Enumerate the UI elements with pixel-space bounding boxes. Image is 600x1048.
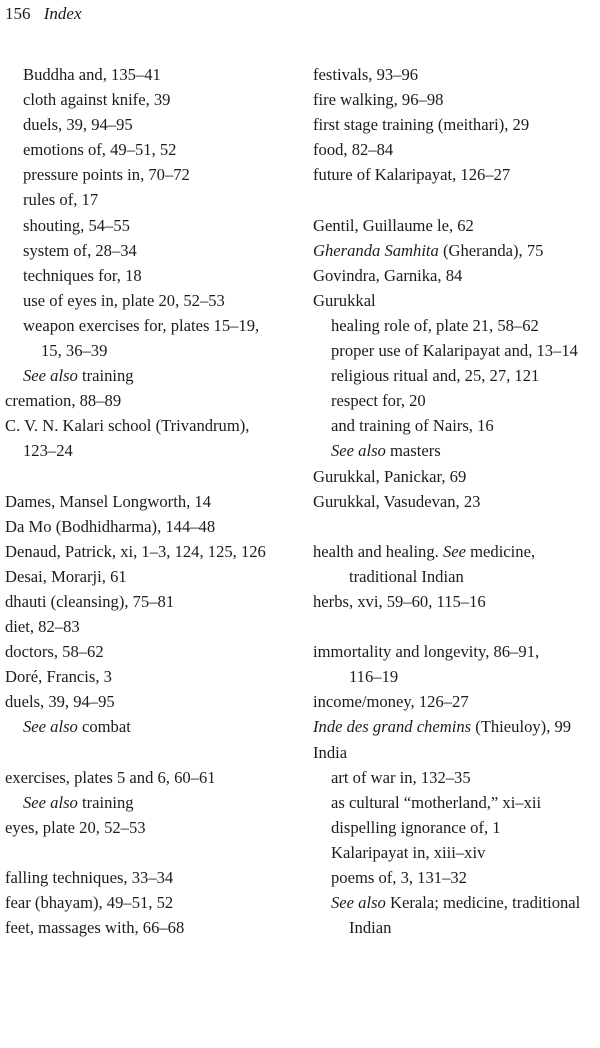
index-text: weapon exercises for, plates 15–19,: [23, 315, 260, 335]
index-text: Buddha and, 135–41: [23, 65, 161, 84]
index-text: as cultural “motherland,” xi–xii: [331, 792, 542, 812]
index-text: 123–24: [23, 441, 73, 461]
index-subentry: [313, 413, 600, 438]
index-text: doctors, 58–62: [5, 642, 104, 662]
index-continuation: [313, 664, 600, 689]
index-subentry: [5, 288, 305, 313]
index-subentry: [313, 363, 600, 388]
index-italic-text: See: [442, 541, 466, 561]
index-subentry: [5, 137, 305, 162]
index-text: income/money, 126–27: [313, 692, 469, 712]
index-text: (Thieuloy), 99: [471, 717, 572, 737]
index-subentry: [313, 438, 600, 463]
index-entry: [313, 263, 600, 288]
index-text: healing role of, plate 21, 58–62: [331, 315, 539, 335]
index-text: Da Mo (Bodhidharma), 144–48: [5, 516, 216, 536]
index-italic-text: Gheranda Samhita: [313, 240, 439, 260]
index-text: combat: [77, 717, 131, 737]
index-text: 15, 36–39: [41, 341, 108, 361]
index-text: falling techniques, 33–34: [5, 868, 174, 887]
index-text: Indian: [349, 918, 392, 938]
index-column-left: [5, 62, 305, 940]
index-text: traditional Indian: [349, 566, 464, 586]
index-entry: [313, 639, 600, 664]
index-entry: [313, 62, 600, 87]
index-subentry: [313, 865, 600, 890]
running-title: Index: [43, 4, 82, 23]
index-text: cloth against knife, 39: [23, 90, 171, 110]
index-subentry: [5, 238, 305, 263]
index-text: shouting, 54–55: [23, 215, 130, 235]
index-subentry: [5, 87, 305, 112]
index-text: diet, 82–83: [5, 617, 80, 637]
index-continuation: [313, 915, 600, 940]
index-text: masters: [385, 441, 441, 461]
index-entry: [5, 664, 305, 689]
index-text: Kerala; medicine, traditional: [385, 893, 581, 913]
index-text: Desai, Morarji, 61: [5, 566, 127, 586]
index-text: first stage training (meithari), 29: [313, 115, 530, 135]
index-subentry: [313, 338, 600, 363]
index-text: Govindra, Garnika, 84: [313, 265, 463, 285]
index-subentry: [5, 213, 305, 238]
index-text: Dames, Mansel Longworth, 14: [5, 491, 212, 511]
index-subentry: [313, 815, 600, 840]
index-text: Gurukkal, Panickar, 69: [313, 466, 467, 486]
index-text: future of Kalaripayat, 126–27: [313, 165, 511, 185]
index-italic-text: See also: [331, 893, 386, 913]
index-gap: [313, 187, 600, 212]
index-text: proper use of Kalaripayat and, 13–14: [331, 341, 578, 361]
index-entry: [313, 714, 600, 739]
index-gap: [5, 840, 305, 865]
index-text: Gurukkal: [313, 290, 376, 310]
index-subentry: [5, 162, 305, 187]
index-italic-text: See also: [23, 717, 78, 737]
index-text: feet, massages with, 66–68: [5, 918, 185, 938]
index-entry: [313, 112, 600, 137]
index-text: eyes, plate 20, 52–53: [5, 817, 146, 837]
index-subentry: [5, 363, 305, 388]
index-text: medicine,: [465, 541, 536, 561]
index-italic-text: See also: [23, 792, 78, 812]
index-text: use of eyes in, plate 20, 52–53: [23, 290, 225, 310]
index-continuation: [313, 564, 600, 589]
index-text: festivals, 93–96: [313, 65, 419, 84]
index-subentry: [5, 62, 305, 87]
index-text: C. V. N. Kalari school (Trivandrum),: [5, 416, 250, 436]
index-gap: [313, 514, 600, 539]
index-entry: [313, 87, 600, 112]
index-text: food, 82–84: [313, 140, 394, 160]
index-entry: [5, 765, 305, 790]
index-entry: [5, 865, 305, 890]
index-entry: [313, 238, 600, 263]
index-continuation: [5, 338, 305, 363]
index-entry: [5, 388, 305, 413]
index-entry: [313, 689, 600, 714]
index-entry: [313, 137, 600, 162]
index-entry: [313, 589, 600, 614]
index-gap: [5, 464, 305, 489]
index-subentry: [313, 765, 600, 790]
index-entry: [5, 890, 305, 915]
index-entry: [5, 639, 305, 664]
index-subentry: [5, 438, 305, 463]
index-entry: [313, 162, 600, 187]
page-number: 156: [5, 4, 31, 23]
index-column-right: [313, 62, 600, 940]
index-text: training: [77, 366, 134, 386]
index-entry: [313, 288, 600, 313]
index-italic-text: See also: [23, 366, 78, 386]
index-text: Gentil, Guillaume le, 62: [313, 215, 474, 235]
index-subentry: [313, 388, 600, 413]
index-text: dispelling ignorance of, 1: [331, 817, 501, 837]
index-italic-text: Inde des grand chemins: [313, 717, 472, 737]
index-entry: [5, 413, 305, 438]
index-subentry: [313, 790, 600, 815]
index-text: religious ritual and, 25, 27, 121: [331, 366, 540, 386]
index-gap: [313, 614, 600, 639]
index-text: emotions of, 49–51, 52: [23, 140, 177, 160]
index-text: fear (bhayam), 49–51, 52: [5, 893, 174, 913]
index-text: health and healing.: [313, 541, 443, 561]
index-entry: [313, 740, 600, 765]
index-entry: [5, 514, 305, 539]
index-entry: [5, 689, 305, 714]
index-entry: [313, 213, 600, 238]
index-text: India: [313, 742, 348, 762]
index-text: herbs, xvi, 59–60, 115–16: [313, 591, 486, 611]
index-text: fire walking, 96–98: [313, 90, 444, 110]
index-text: duels, 39, 94–95: [5, 692, 115, 712]
index-text: Kalaripayat in, xiii–xiv: [331, 842, 486, 862]
index-subentry: [5, 790, 305, 815]
index-entry: [5, 815, 305, 840]
index-text: pressure points in, 70–72: [23, 165, 190, 185]
index-italic-text: See also: [331, 441, 386, 461]
index-text: techniques for, 18: [23, 265, 142, 285]
index-text: Doré, Francis, 3: [5, 667, 112, 687]
index-entry: [313, 464, 600, 489]
index-subentry: [5, 187, 305, 212]
index-entry: [5, 614, 305, 639]
index-entry: [5, 564, 305, 589]
running-header: [5, 3, 82, 25]
index-entry: [5, 915, 305, 940]
index-entry: [5, 539, 305, 564]
index-entry: [313, 539, 600, 564]
index-text: respect for, 20: [331, 391, 426, 411]
index-entry: [5, 589, 305, 614]
index-text: rules of, 17: [23, 190, 99, 210]
index-subentry: [5, 112, 305, 137]
index-subentry: [313, 840, 600, 865]
index-text: exercises, plates 5 and 6, 60–61: [5, 767, 216, 787]
index-text: cremation, 88–89: [5, 391, 122, 411]
index-entry: [5, 489, 305, 514]
index-text: dhauti (cleansing), 75–81: [5, 591, 175, 611]
index-text: immortality and longevity, 86–91,: [313, 642, 540, 662]
index-text: system of, 28–34: [23, 240, 137, 260]
index-subentry: [313, 313, 600, 338]
index-entry: [313, 489, 600, 514]
index-subentry: [5, 313, 305, 338]
index-text: duels, 39, 94–95: [23, 115, 133, 135]
index-text: art of war in, 132–35: [331, 767, 471, 787]
index-text: 116–19: [349, 667, 399, 687]
index-text: poems of, 3, 131–32: [331, 868, 467, 887]
index-subentry: [313, 890, 600, 915]
index-subentry: [5, 263, 305, 288]
index-text: Denaud, Patrick, xi, 1–3, 124, 125, 126: [5, 541, 266, 561]
index-gap: [5, 740, 305, 765]
index-text: and training of Nairs, 16: [331, 416, 494, 436]
index-text: training: [77, 792, 134, 812]
index-text: Gurukkal, Vasudevan, 23: [313, 491, 481, 511]
index-text: (Gheranda), 75: [438, 240, 544, 260]
index-subentry: [5, 714, 305, 739]
